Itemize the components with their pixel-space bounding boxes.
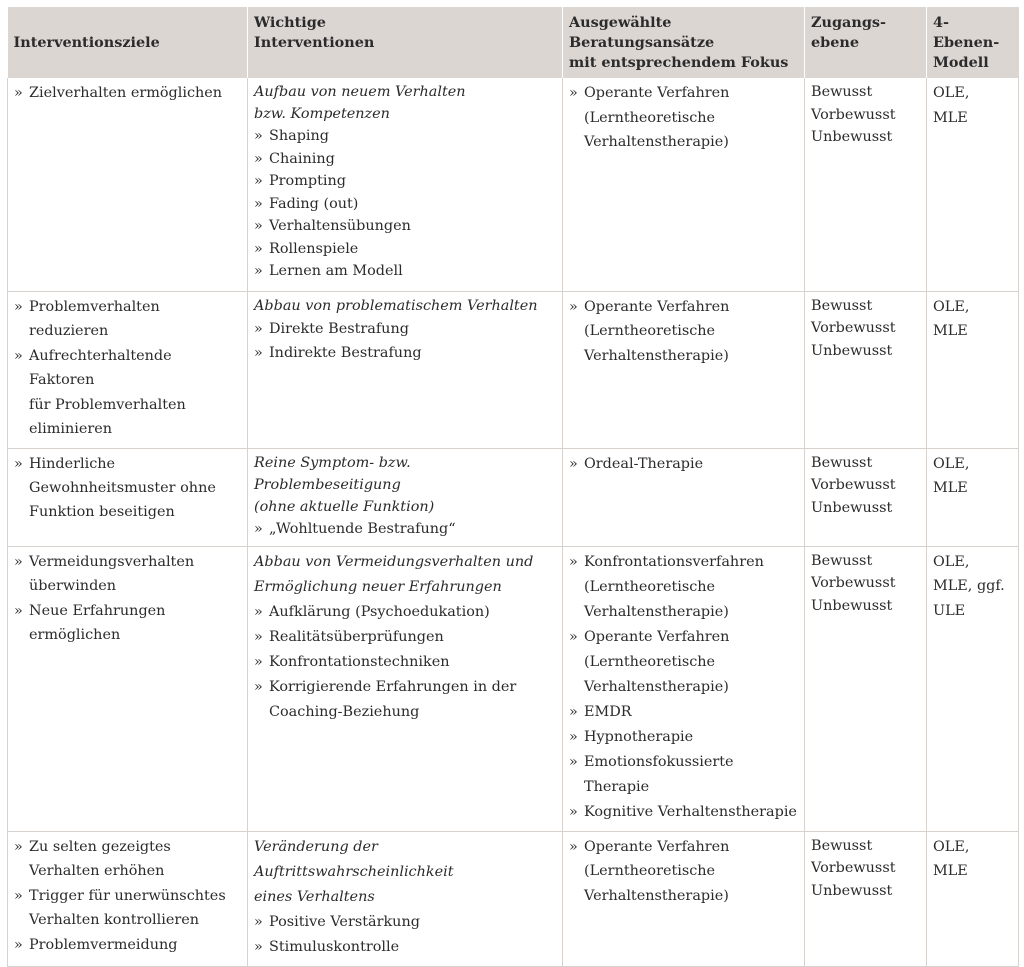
list-item: » Zielverhalten ermöglichen <box>14 81 241 106</box>
cell-interventionen <box>248 291 563 448</box>
list-item: » Emotionsfokussierte Therapie <box>569 750 798 800</box>
cell-modell: OLE, MLE <box>927 291 1019 448</box>
list-item: » Positive Verstärkung <box>254 910 556 935</box>
list-item: » Operante Verfahren (Lerntheoretische Verhaltenstherapie) <box>569 625 798 700</box>
interventions-table <box>7 7 1019 967</box>
intervention-heading: Abbau von problematischem Verhalten <box>254 297 538 314</box>
cell-modell: OLE, MLE <box>927 78 1019 291</box>
list-item: » Aufrechterhaltende Faktoren für Problemverhalten eliminieren <box>14 344 241 442</box>
cell-modell: OLE, MLE, ggf. ULE <box>927 546 1019 831</box>
list-item: » Verhaltensübungen <box>254 215 556 238</box>
table-row <box>8 831 1019 966</box>
header-zugangsebene: Zugangs- ebene <box>805 7 927 78</box>
list-item: » Konfrontationsverfahren (Lerntheoretische Verhaltenstherapie) <box>569 550 798 625</box>
cell-zugangsebene: Bewusst Vorbewusst Unbewusst <box>805 291 927 448</box>
cell-ziele <box>8 831 248 966</box>
cell-zugangsebene: Bewusst Vorbewusst Unbewusst <box>805 546 927 831</box>
list-item: » Stimuluskontrolle <box>254 935 556 960</box>
list-item: » Prompting <box>254 170 556 193</box>
list-item: » Realitätsüberprüfungen <box>254 625 556 650</box>
header-ebenen-modell: 4-Ebenen- Modell <box>927 7 1019 78</box>
cell-interventionen <box>248 78 563 291</box>
header-row <box>8 7 1019 78</box>
list-item: » Operante Verfahren (Lerntheoretische Verhaltenstherapie) <box>569 295 798 369</box>
list-item: » Problemverhalten reduzieren <box>14 295 241 344</box>
list-item: » Indirekte Bestrafung <box>254 341 556 366</box>
cell-zugangsebene: Bewusst Vorbewusst Unbewusst <box>805 448 927 546</box>
cell-ansaetze <box>563 448 805 546</box>
list-item: » Problemvermeidung <box>14 933 241 958</box>
list-item: » „Wohltuende Bestrafung“ <box>254 518 556 540</box>
header-interventionen: Wichtige Interventionen <box>248 7 563 78</box>
list-item: » Rollenspiele <box>254 238 556 261</box>
table-row <box>8 448 1019 546</box>
cell-modell: OLE, MLE <box>927 448 1019 546</box>
intervention-heading: Aufbau von neuem Verhalten bzw. Kompetenzen <box>254 84 466 122</box>
cell-ansaetze <box>563 831 805 966</box>
cell-zugangsebene: Bewusst Vorbewusst Unbewusst <box>805 78 927 291</box>
list-item: » Aufklärung (Psychoedukation) <box>254 600 556 625</box>
list-item: » Neue Erfahrungen ermöglichen <box>14 599 241 648</box>
cell-interventionen <box>248 831 563 966</box>
list-item: » Vermeidungsverhalten überwinden <box>14 550 241 599</box>
header-interventionsziele: Interventionsziele <box>8 7 248 78</box>
table-row <box>8 78 1019 291</box>
cell-modell: OLE, MLE <box>927 831 1019 966</box>
list-item: » EMDR <box>569 700 798 725</box>
list-item: » Chaining <box>254 148 556 171</box>
cell-zugangsebene: Bewusst Vorbewusst Unbewusst <box>805 831 927 966</box>
list-item: » Konfrontationstechniken <box>254 650 556 675</box>
list-item: » Ordeal-Therapie <box>569 452 798 477</box>
cell-ziele <box>8 448 248 546</box>
list-item: » Fading (out) <box>254 193 556 216</box>
cell-ansaetze <box>563 546 805 831</box>
cell-ziele <box>8 546 248 831</box>
intervention-heading: Veränderung der Auftrittswahrscheinlichkeit eines Verhaltens <box>254 838 454 905</box>
table-row <box>8 291 1019 448</box>
cell-interventionen <box>248 546 563 831</box>
cell-ansaetze <box>563 78 805 291</box>
list-item: » Direkte Bestrafung <box>254 317 556 342</box>
cell-ziele <box>8 78 248 291</box>
list-item: » Operante Verfahren (Lerntheoretische Verhaltenstherapie) <box>569 81 798 155</box>
list-item: » Kognitive Verhaltenstherapie <box>569 800 798 825</box>
intervention-heading: Reine Symptom- bzw. Problembeseitigung (ohne aktuelle Funktion) <box>254 454 435 515</box>
list-item: » Lernen am Modell <box>254 260 556 283</box>
list-item: » Zu selten gezeigtes Verhalten erhöhen <box>14 835 241 884</box>
cell-ansaetze <box>563 291 805 448</box>
list-item: » Korrigierende Erfahrungen in der Coaching-Beziehung <box>254 675 556 725</box>
intervention-heading: Abbau von Vermeidungsverhalten und Ermöglichung neuer Erfahrungen <box>254 553 534 595</box>
list-item: » Hinderliche Gewohnheitsmuster ohne Funktion beseitigen <box>14 452 241 524</box>
list-item: » Hypnotherapie <box>569 725 798 750</box>
header-beratungsansaetze: Ausgewählte Beratungsansätze mit entsprechendem Fokus <box>563 7 805 78</box>
list-item: » Trigger für unerwünschtes Verhalten kontrollieren <box>14 884 241 933</box>
cell-interventionen <box>248 448 563 546</box>
list-item: » Operante Verfahren (Lerntheoretische Verhaltenstherapie) <box>569 835 798 909</box>
cell-ziele <box>8 291 248 448</box>
list-item: » Shaping <box>254 125 556 148</box>
table-row <box>8 546 1019 831</box>
